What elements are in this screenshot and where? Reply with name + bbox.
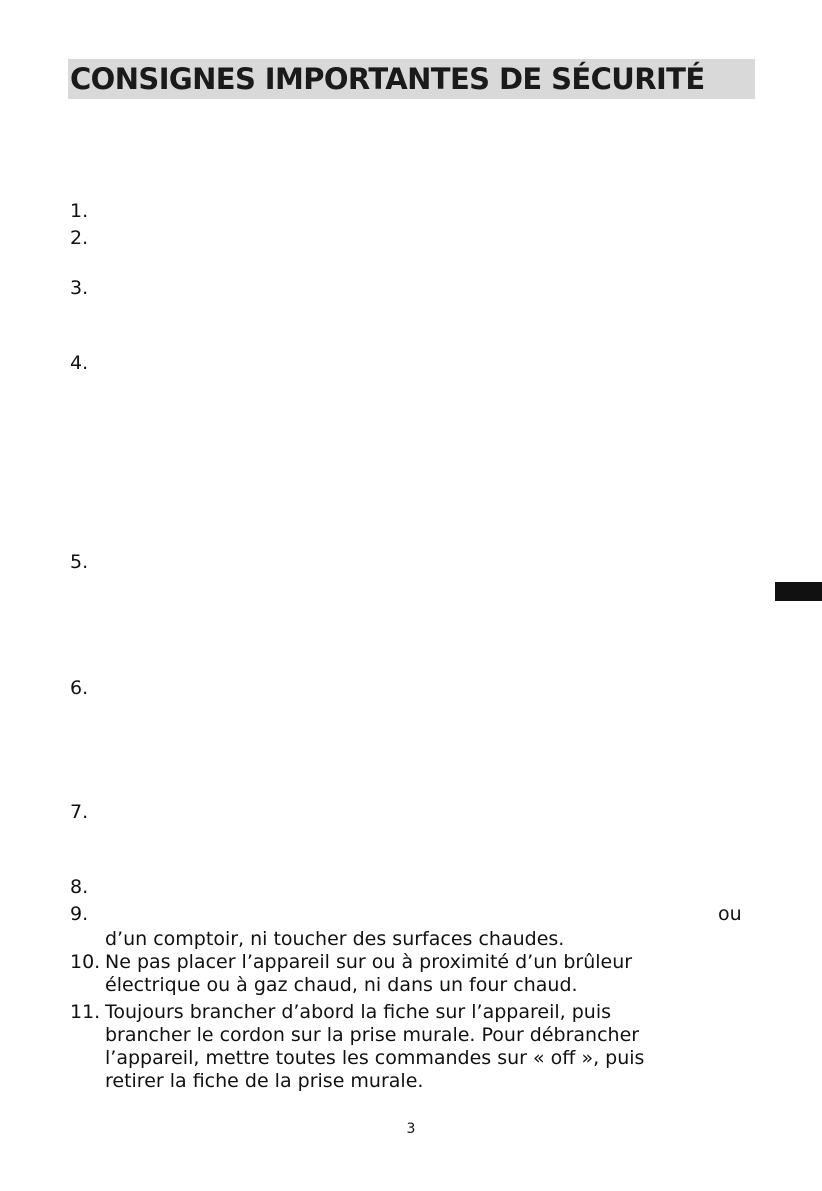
list-item-number-2: 2. [70,227,89,249]
list-item-number-5: 5. [70,551,89,573]
page-title: CONSIGNES IMPORTANTES DE SÉCURITÉ [70,62,705,96]
list-item-number-4: 4. [70,352,89,374]
list-item-text-11: Toujours brancher d’abord la fiche sur l’appareil, puis brancher le cordon sur la prise murale. Pour débrancher l’appareil, mettre toutes les commandes sur « off », puis retirer la fiche de la prise murale. [105,1001,645,1092]
list-item-number-6: 6. [70,677,89,699]
list-item-number-11: 11. [70,1001,101,1023]
list-item-number-8: 8. [70,876,89,898]
list-item-number-10: 10. [70,951,101,973]
list-item-9-line-end: ou [718,903,742,925]
list-item-text-10: Ne pas placer l’appareil sur ou à proximité d’un brûleur électrique ou à gaz chaud, ni dans un four chaud. [105,951,633,996]
list-item-number-9: 9. [70,903,89,925]
list-item-number-1: 1. [70,200,89,222]
list-item-number-7: 7. [70,801,89,823]
page-number: 3 [406,1121,416,1137]
list-item-text-9: d’un comptoir, ni toucher des surfaces chaudes. [105,928,565,950]
side-section-tab [775,582,822,601]
list-item-number-3: 3. [70,277,89,299]
